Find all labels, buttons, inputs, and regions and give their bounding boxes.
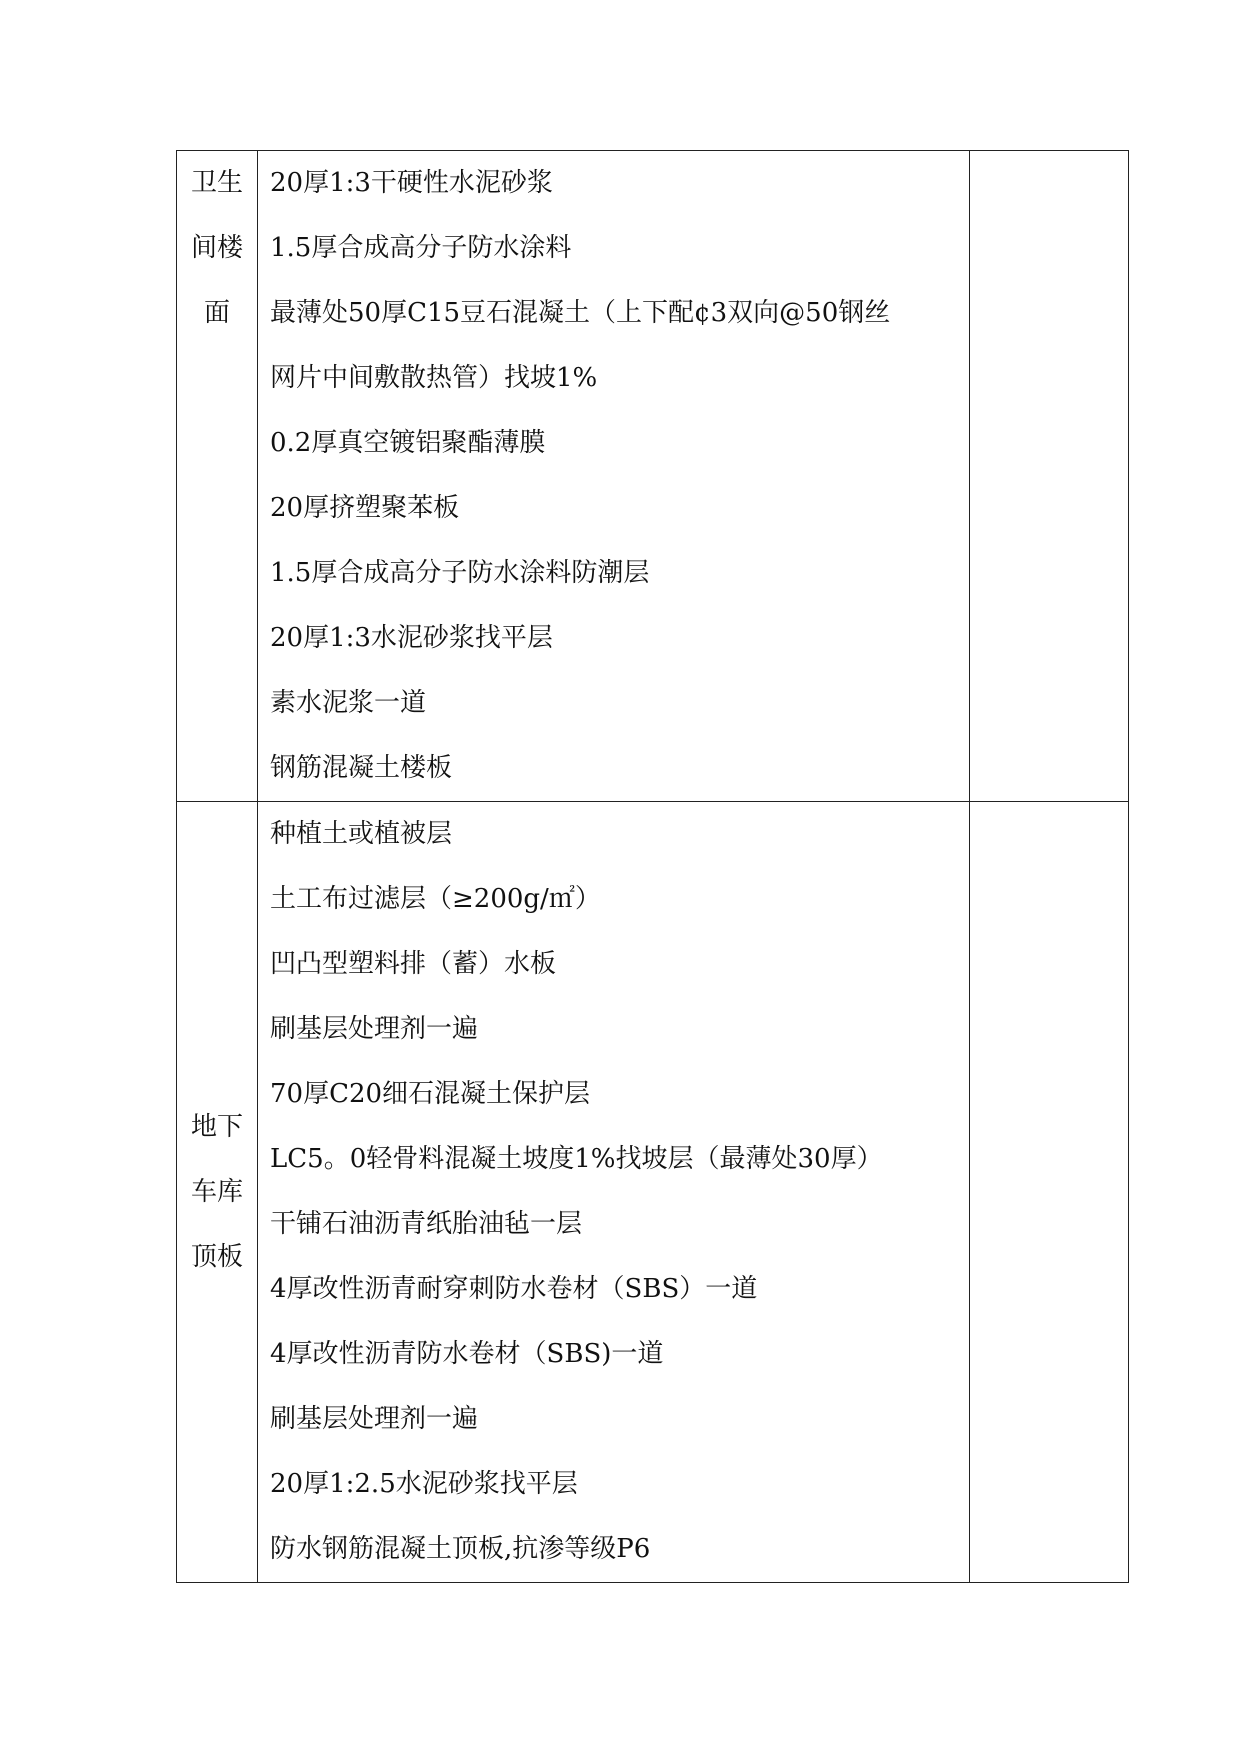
layer-item: 20厚挤塑聚苯板 xyxy=(270,493,460,523)
layer-item: 土工布过滤层（≥200g/㎡） xyxy=(270,884,601,914)
layers-cell xyxy=(258,802,970,1583)
row-name-cell xyxy=(177,802,258,1583)
layer-item: 防水钢筋混凝土顶板,抗渗等级P6 xyxy=(270,1534,651,1564)
layer-item: 4厚改性沥青耐穿刺防水卷材（SBS）一道 xyxy=(270,1274,758,1304)
layer-item: 素水泥浆一道 xyxy=(270,688,427,718)
row-name-line: 面 xyxy=(203,298,230,328)
layer-item: 20厚1:3干硬性水泥砂浆 xyxy=(270,168,553,198)
row-name-cell xyxy=(177,151,258,802)
layers-cell xyxy=(258,151,970,802)
layer-item: 凹凸型塑料排（蓄）水板 xyxy=(270,949,557,979)
layer-item: 刷基层处理剂一遍 xyxy=(270,1014,479,1044)
layer-item: 钢筋混凝土楼板 xyxy=(270,753,453,783)
layer-item: 70厚C20细石混凝土保护层 xyxy=(270,1079,591,1109)
table-body xyxy=(177,151,1129,1583)
table-row xyxy=(177,151,1129,802)
layer-item: 1.5厚合成高分子防水涂料 xyxy=(270,233,572,263)
layer-item: 最薄处50厚C15豆石混凝土（上下配¢3双向@50钢丝 xyxy=(270,298,891,328)
layer-item: 20厚1:2.5水泥砂浆找平层 xyxy=(270,1469,578,1499)
note-cell xyxy=(970,151,1129,802)
layer-item: 0.2厚真空镀铝聚酯薄膜 xyxy=(270,428,546,458)
row-name-line: 卫生 xyxy=(190,168,243,198)
table-row xyxy=(177,802,1129,1583)
layer-item: 1.5厚合成高分子防水涂料防潮层 xyxy=(270,558,650,588)
layer-item: 20厚1:3水泥砂浆找平层 xyxy=(270,623,553,653)
row-name-line: 车库 xyxy=(190,1176,243,1207)
layer-item: 网片中间敷散热管）找坡1% xyxy=(270,363,598,393)
note-cell xyxy=(970,802,1129,1583)
layer-item: 4厚改性沥青防水卷材（SBS)一道 xyxy=(270,1339,664,1369)
row-name-line: 地下 xyxy=(190,1111,243,1142)
layer-item: LC5。0轻骨料混凝土坡度1%找坡层（最薄处30厚） xyxy=(270,1144,883,1174)
row-name-line: 顶板 xyxy=(190,1241,243,1272)
row-name-line: 间楼 xyxy=(190,233,243,263)
layer-item: 刷基层处理剂一遍 xyxy=(270,1404,479,1434)
layer-item: 种植土或植被层 xyxy=(270,819,453,849)
layer-item: 干铺石油沥青纸胎油毡一层 xyxy=(270,1209,583,1239)
construction-spec-table xyxy=(176,150,1129,1583)
